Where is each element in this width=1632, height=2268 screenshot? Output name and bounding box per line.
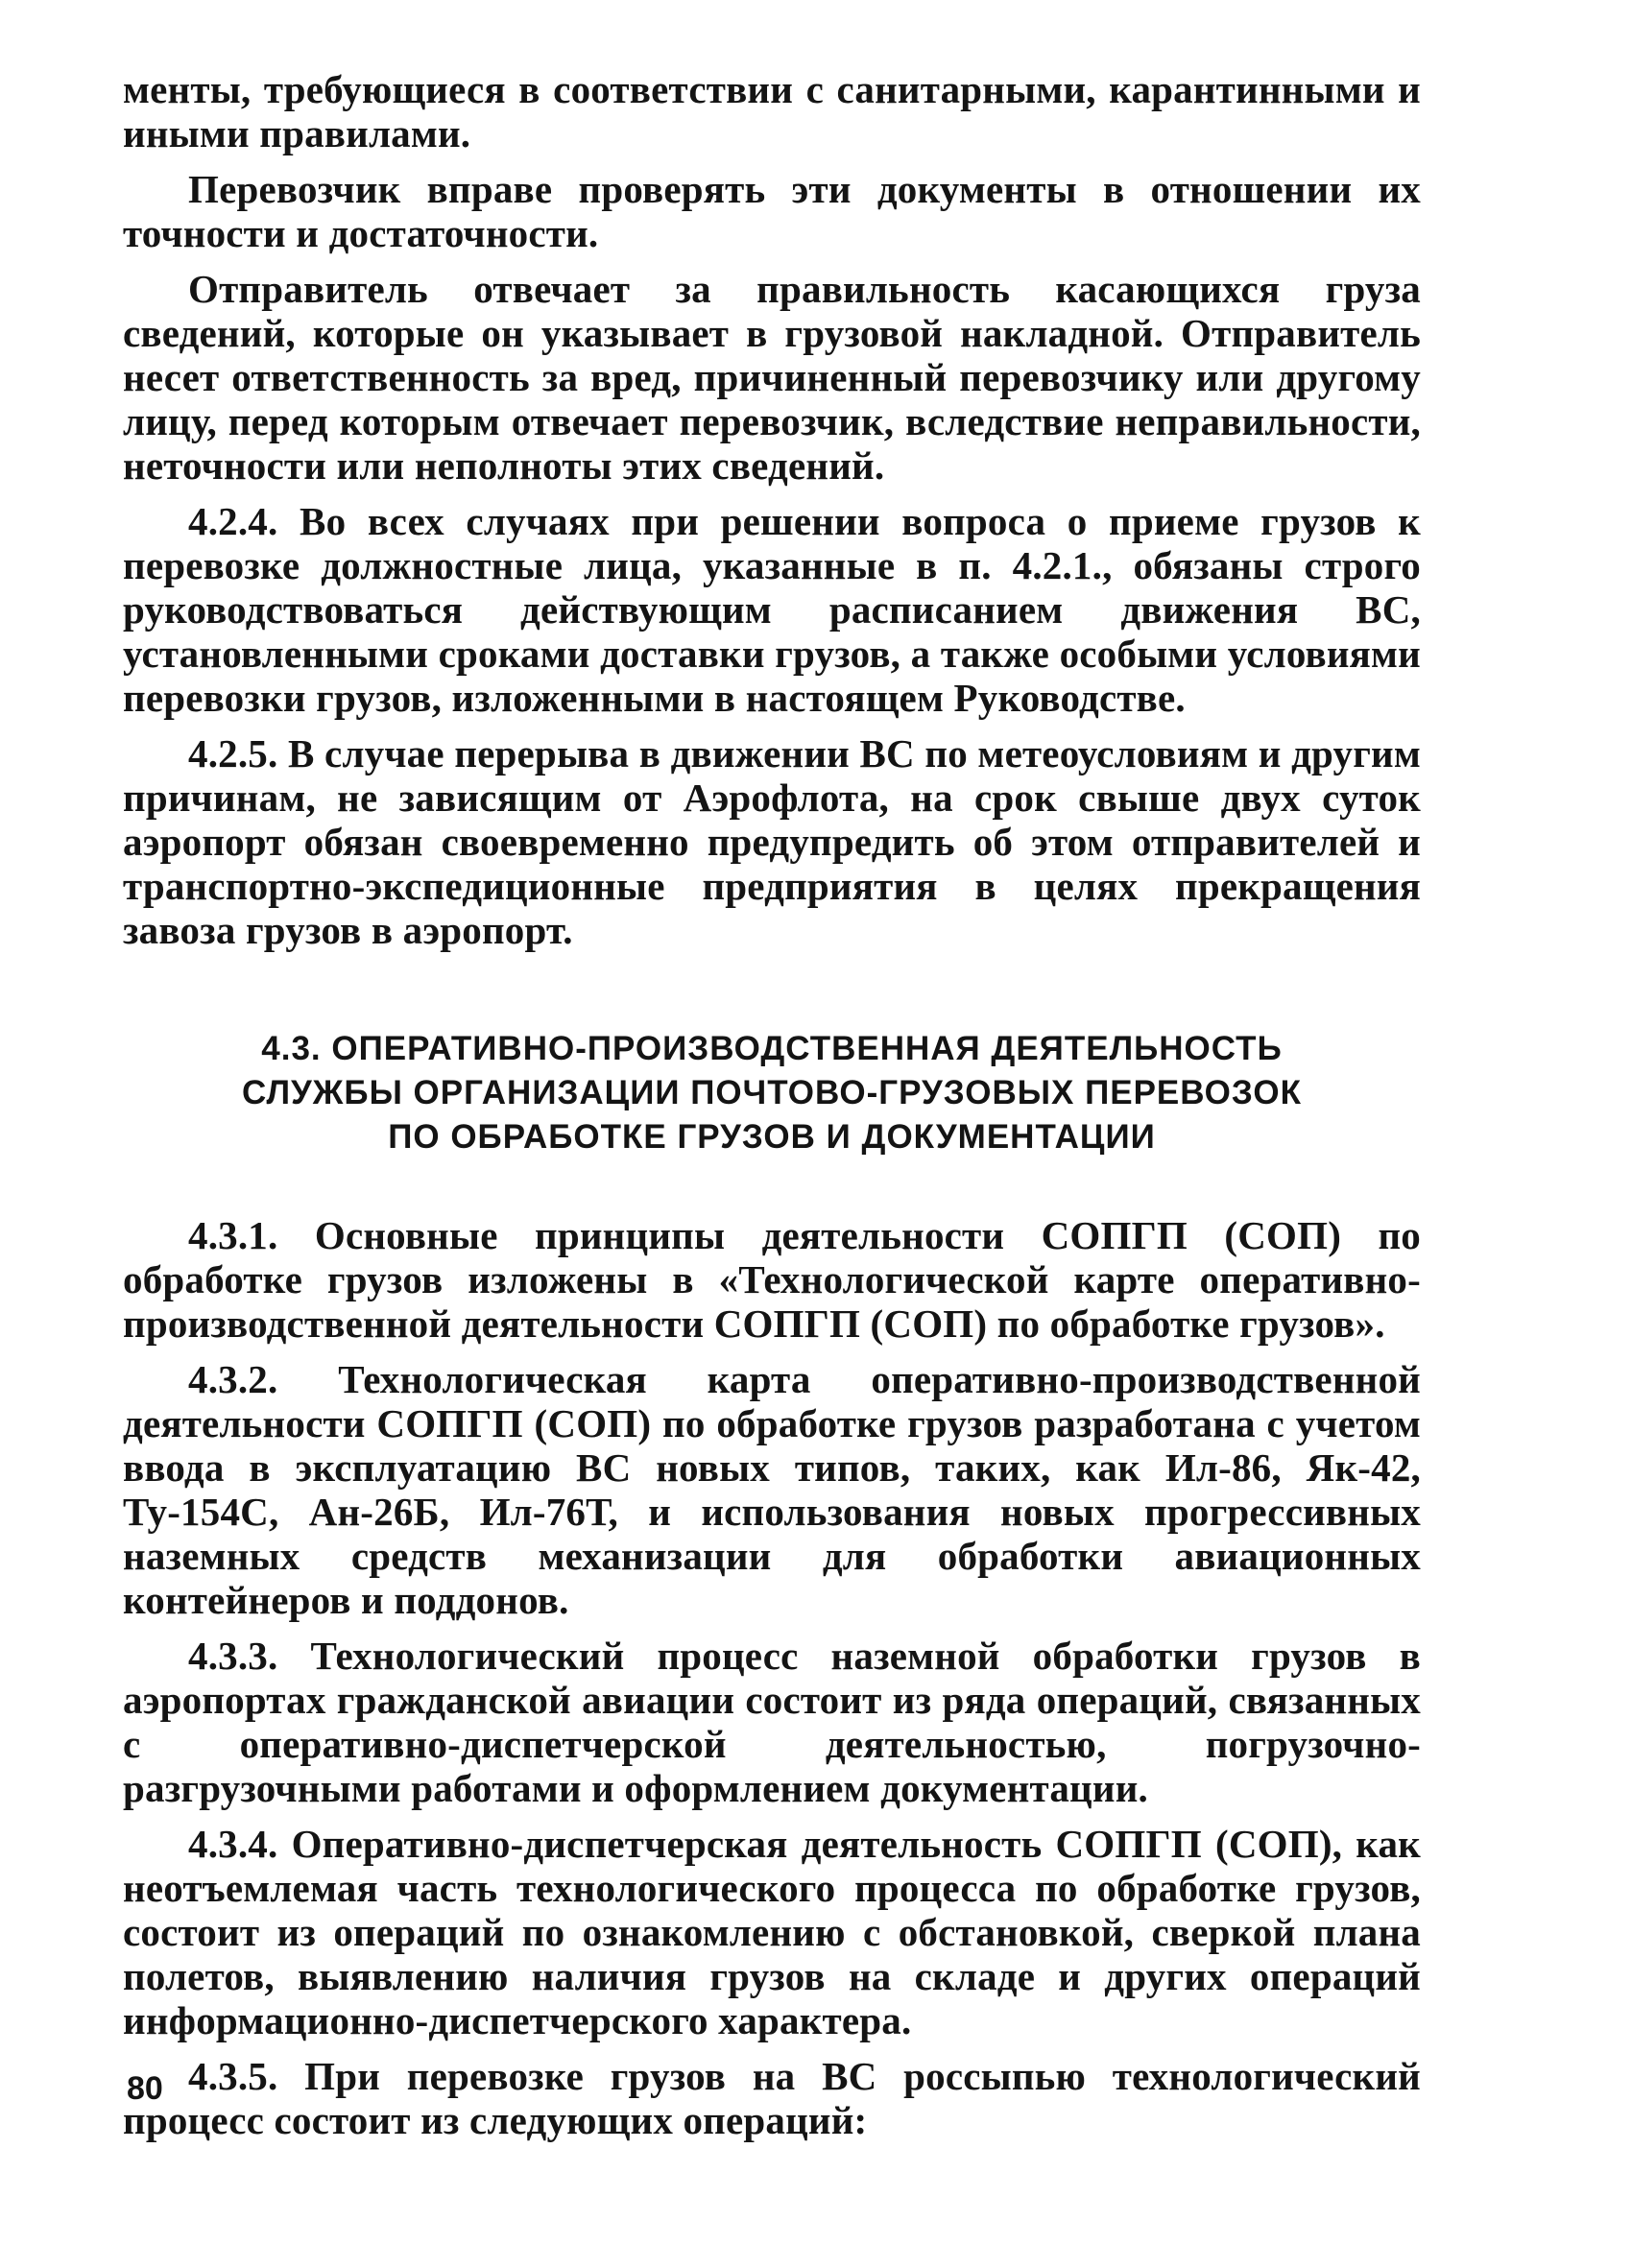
paragraph-continuation: менты, требующиеся в соответствии с санитарными, карантинными и иными правилами. — [123, 67, 1421, 155]
section-heading-4-3 — [123, 1027, 1421, 1159]
section-heading-line-3: ПО ОБРАБОТКЕ ГРУЗОВ И ДОКУМЕНТАЦИИ — [388, 1118, 1156, 1156]
paragraph-carrier-right: Перевозчик вправе проверять эти документы в отношении их точности и достаточности. — [123, 167, 1421, 255]
section-heading-line-2: СЛУЖБЫ ОРГАНИЗАЦИИ ПОЧТОВО-ГРУЗОВЫХ ПЕРЕВОЗОК — [242, 1074, 1302, 1111]
paragraph-4-3-3: 4.3.3. Технологический процесс наземной обработки грузов в аэропортах гражданской авиации состоит из ряда операций, связанных с оперативно-диспетчерской деятельностью, погрузочно-разгрузочными работами и оформлением документации. — [123, 1634, 1421, 1810]
paragraph-4-3-5: 4.3.5. При перевозке грузов на ВС россыпью технологический процесс состоит из следующих операций: — [123, 2054, 1421, 2142]
document-page — [123, 67, 1421, 2142]
paragraph-4-2-5: 4.2.5. В случае перерыва в движении ВС по метеоусловиям и другим причинам, не зависящим от Аэрофлота, на срок свыше двух суток аэропорт обязан своевременно предупредить об этом отправителей и транспортно-экспедиционные предприятия в целях прекращения завоза грузов в аэропорт. — [123, 731, 1421, 952]
paragraph-4-3-2: 4.3.2. Технологическая карта оперативно-производственной деятельности СОПГП (СОП) по обработке грузов разработана с учетом ввода в эксплуатацию ВС новых типов, таких, как Ил-86, Як-42, Ту-154С, Ан-26Б, Ил-76Т, и использования новых прогрессивных наземных средств механизации для обработки авиационных контейнеров и поддонов. — [123, 1357, 1421, 1622]
paragraph-4-3-4: 4.3.4. Оперативно-диспетчерская деятельность СОПГП (СОП), как неотъемлемая часть технологического процесса по обработке грузов, состоит из операций по ознакомлению с обстановкой, сверкой плана полетов, выявлению наличия грузов на складе и других операций информационно-диспетчерского характера. — [123, 1822, 1421, 2042]
page-number: 80 — [127, 2070, 163, 2107]
section-heading-line-1: 4.3. ОПЕРАТИВНО-ПРОИЗВОДСТВЕННАЯ ДЕЯТЕЛЬНОСТЬ — [261, 1030, 1283, 1067]
paragraph-4-3-1: 4.3.1. Основные принципы деятельности СОПГП (СОП) по обработке грузов изложены в «Технологической карте оперативно-производственной деятельности СОПГП (СОП) по обработке грузов». — [123, 1213, 1421, 1346]
paragraph-4-2-4: 4.2.4. Во всех случаях при решении вопроса о приеме грузов к перевозке должностные лица, указанные в п. 4.2.1., обязаны строго руководствоваться действующим расписанием движения ВС, установленными сроками доставки грузов, а также особыми условиями перевозки грузов, изложенными в настоящем Руководстве. — [123, 499, 1421, 720]
paragraph-sender-liability: Отправитель отвечает за правильность касающихся груза сведений, которые он указывает в грузовой накладной. Отправитель несет ответственность за вред, причиненный перевозчику или другому лицу, перед которым отвечает перевозчик, вследствие неправильности, неточности или неполноты этих сведений. — [123, 267, 1421, 488]
